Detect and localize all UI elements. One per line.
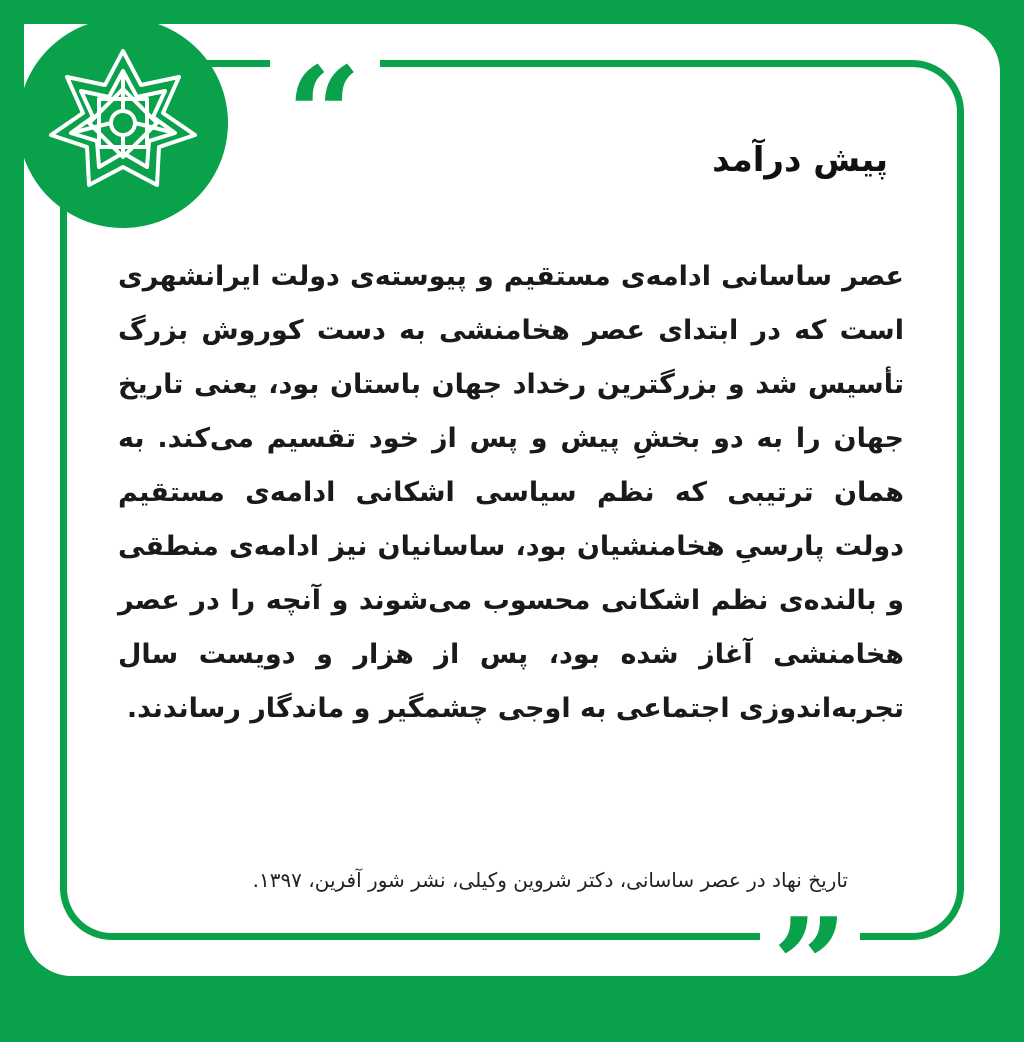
page-title: پیش درآمد	[712, 140, 888, 180]
close-quote-mark	[764, 896, 856, 962]
source-citation: تاریخ نهاد در عصر ساسانی، دکتر شروین وکیلی، نشر شور آفرین، ۱۳۹۷.	[252, 868, 848, 892]
body-paragraph: عصر ساسانی ادامه‌ی مستقیم و پیوسته‌ی دولت ایرانشهری است که در ابتدای عصر هخامنشی به دست کوروش بزرگ تأسیس شد و بزرگترین رخداد جهان باستان بود، یعنی تاریخ جهان را به دو بخشِ پیش و پس از خود تقسیم می‌کند. به همان ترتیبی که نظم سیاسی اشکانی ادامه‌ی مستقیم دولت پارسیِ هخامنشیان بود، ساسانیان نیز ادامه‌ی منطقی و بالنده‌ی نظم اشکانی محسوب می‌شوند و آنچه را در عصر هخامنشی آغاز شده بود، پس از هزار و دویست سال تجربه‌اندوزی اجتماعی به اوجی چشمگیر و ماندگار رساندند.	[118, 261, 904, 724]
geometric-star-emblem-icon	[43, 43, 203, 203]
open-quote-mark: “	[286, 38, 362, 191]
logo-badge	[18, 18, 228, 228]
